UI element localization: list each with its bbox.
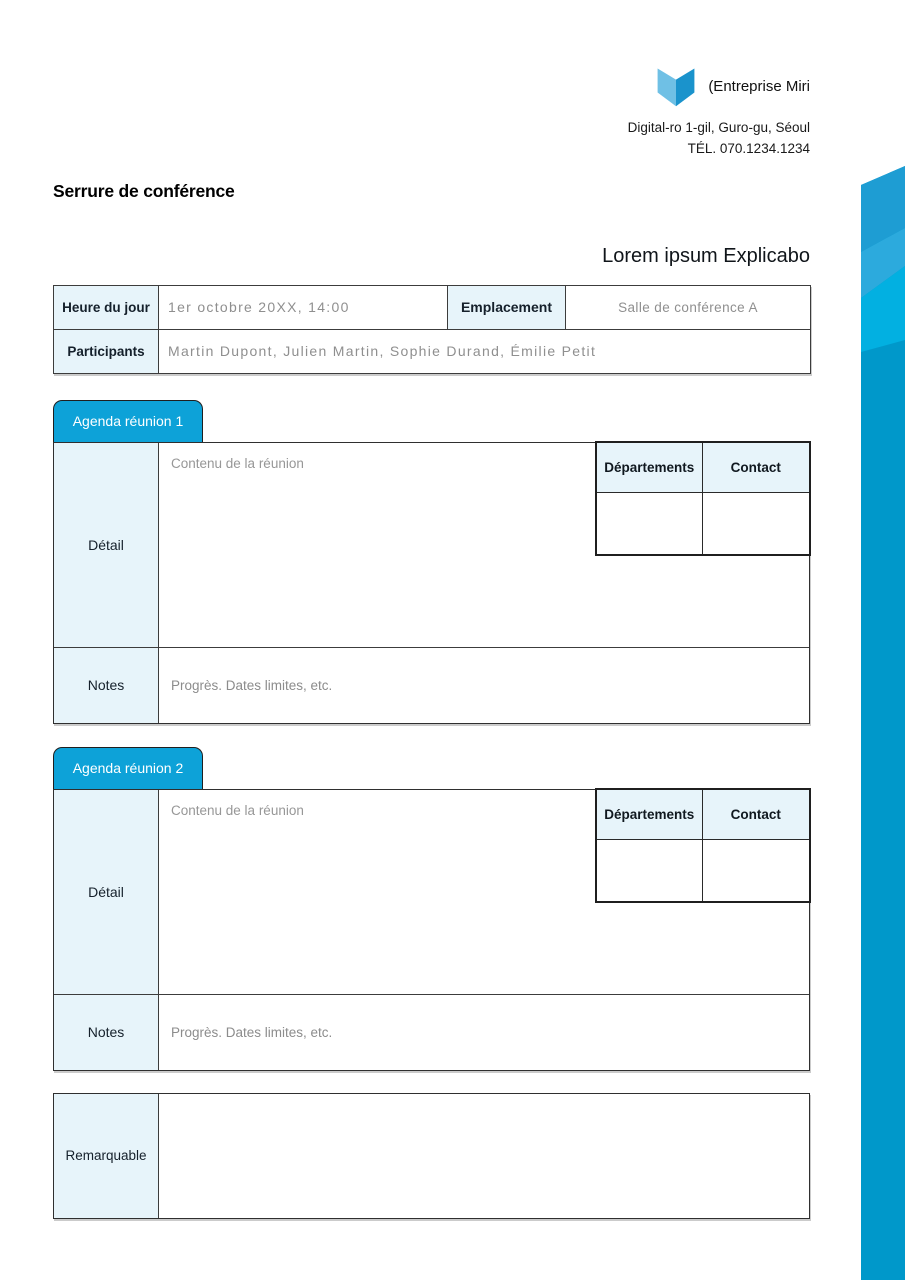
- agenda-2-subtable-body: [597, 840, 809, 901]
- agenda-1-notes-field[interactable]: Progrès. Dates limites, etc.: [171, 677, 333, 693]
- form-title: Lorem ipsum Explicabo: [602, 244, 810, 267]
- document-page: [53, 0, 810, 1219]
- document-title: Serrure de conférence: [53, 180, 235, 201]
- agenda-2-detail-label: Détail: [54, 790, 159, 994]
- departments-value-field[interactable]: [597, 493, 704, 554]
- agenda-2-notes-label: Notes: [54, 995, 159, 1070]
- time-value-field[interactable]: 1er octobre 20XX, 14:00: [159, 285, 448, 329]
- contact-header: Contact: [730, 460, 781, 476]
- participants-label: Participants: [54, 329, 159, 373]
- agenda-1-detail-row: [54, 443, 809, 648]
- agenda-1-subtable-header: [597, 443, 809, 493]
- agenda-1-subtable-body: [597, 493, 809, 554]
- company-phone: TÉL. 070.1234.1234: [687, 140, 810, 156]
- company-name: (Entreprise Miri: [708, 78, 810, 95]
- agenda-1-subtable: [595, 441, 811, 556]
- remark-value-field[interactable]: [159, 1094, 809, 1218]
- company-logo-icon: [653, 62, 699, 111]
- contact-value-field[interactable]: [703, 493, 809, 554]
- departments-header: Départements: [597, 790, 704, 839]
- location-label: Emplacement: [448, 285, 566, 329]
- time-label: Heure du jour: [54, 285, 159, 329]
- agenda-2-subtable-header: [597, 790, 809, 840]
- agenda-2-notes-row: [54, 995, 809, 1070]
- agenda-2-notes-field[interactable]: Progrès. Dates limites, etc.: [171, 1024, 333, 1040]
- departments-header: Départements: [597, 443, 704, 492]
- agenda-2-subtable: [595, 788, 811, 903]
- company-header: [53, 62, 810, 111]
- location-value-field[interactable]: Salle de conférence A: [566, 285, 811, 329]
- company-address-block: [53, 118, 810, 160]
- contact-value-field[interactable]: [703, 840, 809, 901]
- company-address: Digital-ro 1-gil, Guro-gu, Séoul: [627, 120, 810, 135]
- agenda-1-notes-row: [54, 648, 809, 723]
- tab-agenda-1[interactable]: Agenda réunion 1: [53, 400, 203, 442]
- tab-agenda-2[interactable]: Agenda réunion 2: [53, 747, 203, 789]
- participants-value-field[interactable]: Martin Dupont, Julien Martin, Sophie Durand, Émilie Petit: [159, 329, 811, 373]
- table-row: [54, 329, 811, 373]
- remark-table: [53, 1093, 810, 1219]
- remark-label: Remarquable: [54, 1094, 159, 1218]
- agenda-1-notes-label: Notes: [54, 648, 159, 723]
- agenda-1-table: [53, 442, 810, 724]
- agenda-1-content-field[interactable]: Contenu de la réunion: [171, 455, 304, 471]
- departments-value-field[interactable]: [597, 840, 704, 901]
- agenda-1-detail-label: Détail: [54, 443, 159, 647]
- agenda-2-table: [53, 789, 810, 1071]
- table-row: [54, 285, 811, 329]
- contact-header: Contact: [730, 807, 781, 823]
- agenda-2-detail-row: [54, 790, 809, 995]
- meeting-info-table: [53, 285, 811, 374]
- agenda-2-content-field[interactable]: Contenu de la réunion: [171, 802, 304, 818]
